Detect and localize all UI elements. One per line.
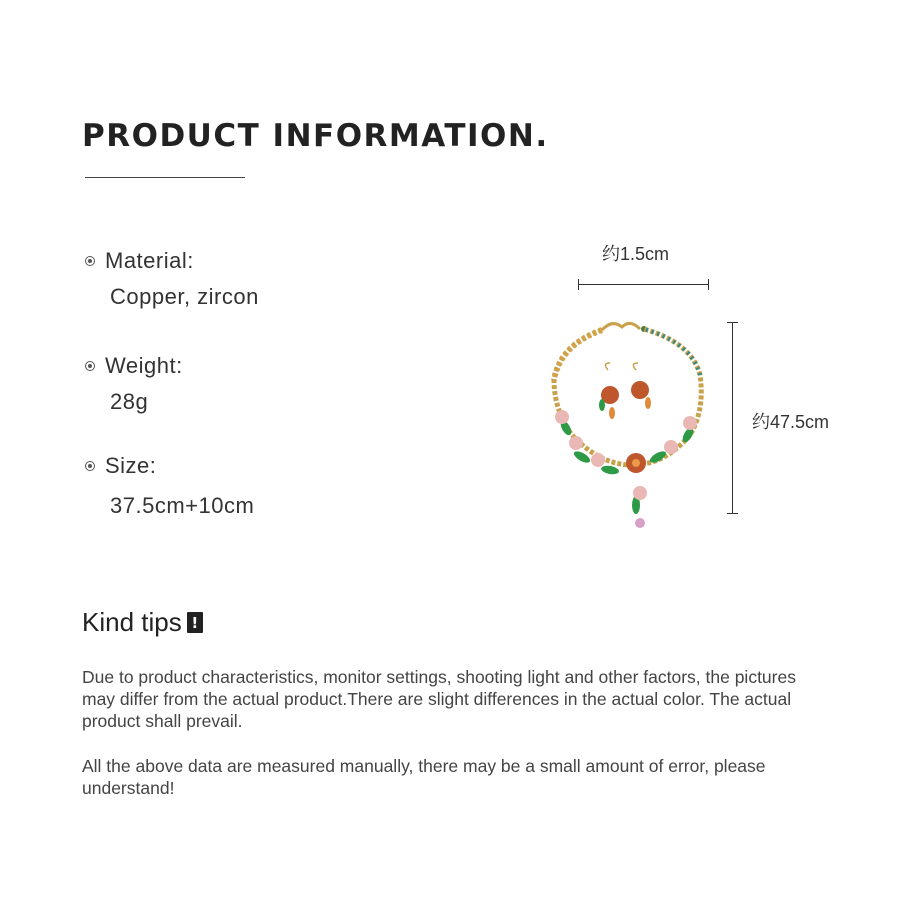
- spec-label: Size:: [105, 453, 157, 478]
- spec-label: Material:: [105, 248, 194, 273]
- spec-weight: [85, 353, 183, 415]
- spec-label: Weight:: [105, 353, 183, 378]
- width-dimension-label: 约1.5cm: [602, 244, 670, 264]
- exclamation-icon: !: [187, 612, 203, 633]
- page-title: PRODUCT INFORMATION.: [82, 118, 549, 154]
- title-divider: [85, 177, 245, 178]
- spec-value: 37.5cm+10cm: [110, 493, 255, 518]
- bullet-icon: [85, 256, 95, 266]
- height-dimension-line: [732, 322, 733, 514]
- disclaimer-paragraph: Due to product characteristics, monitor settings, shooting light and other factors, the pictures may differ from the actual product.There are slight differences in the actual color. The actual product shall prevail.: [82, 667, 796, 731]
- bullet-icon: [85, 461, 95, 471]
- kind-tips-title: Kind tips: [82, 607, 182, 637]
- measurement-note-paragraph: All the above data are measured manually, there may be a small amount of error, please understand!: [82, 756, 766, 798]
- spec-value: Copper, zircon: [110, 284, 259, 309]
- bullet-icon: [85, 361, 95, 371]
- spec-size: [85, 453, 254, 519]
- height-dimension-label: 约47.5cm: [752, 412, 830, 432]
- necklace-earrings-image: [540, 315, 720, 540]
- spec-material: [85, 248, 259, 310]
- spec-value: 28g: [110, 389, 149, 414]
- width-dimension-line: [578, 284, 709, 285]
- kind-tips-header: [82, 607, 203, 638]
